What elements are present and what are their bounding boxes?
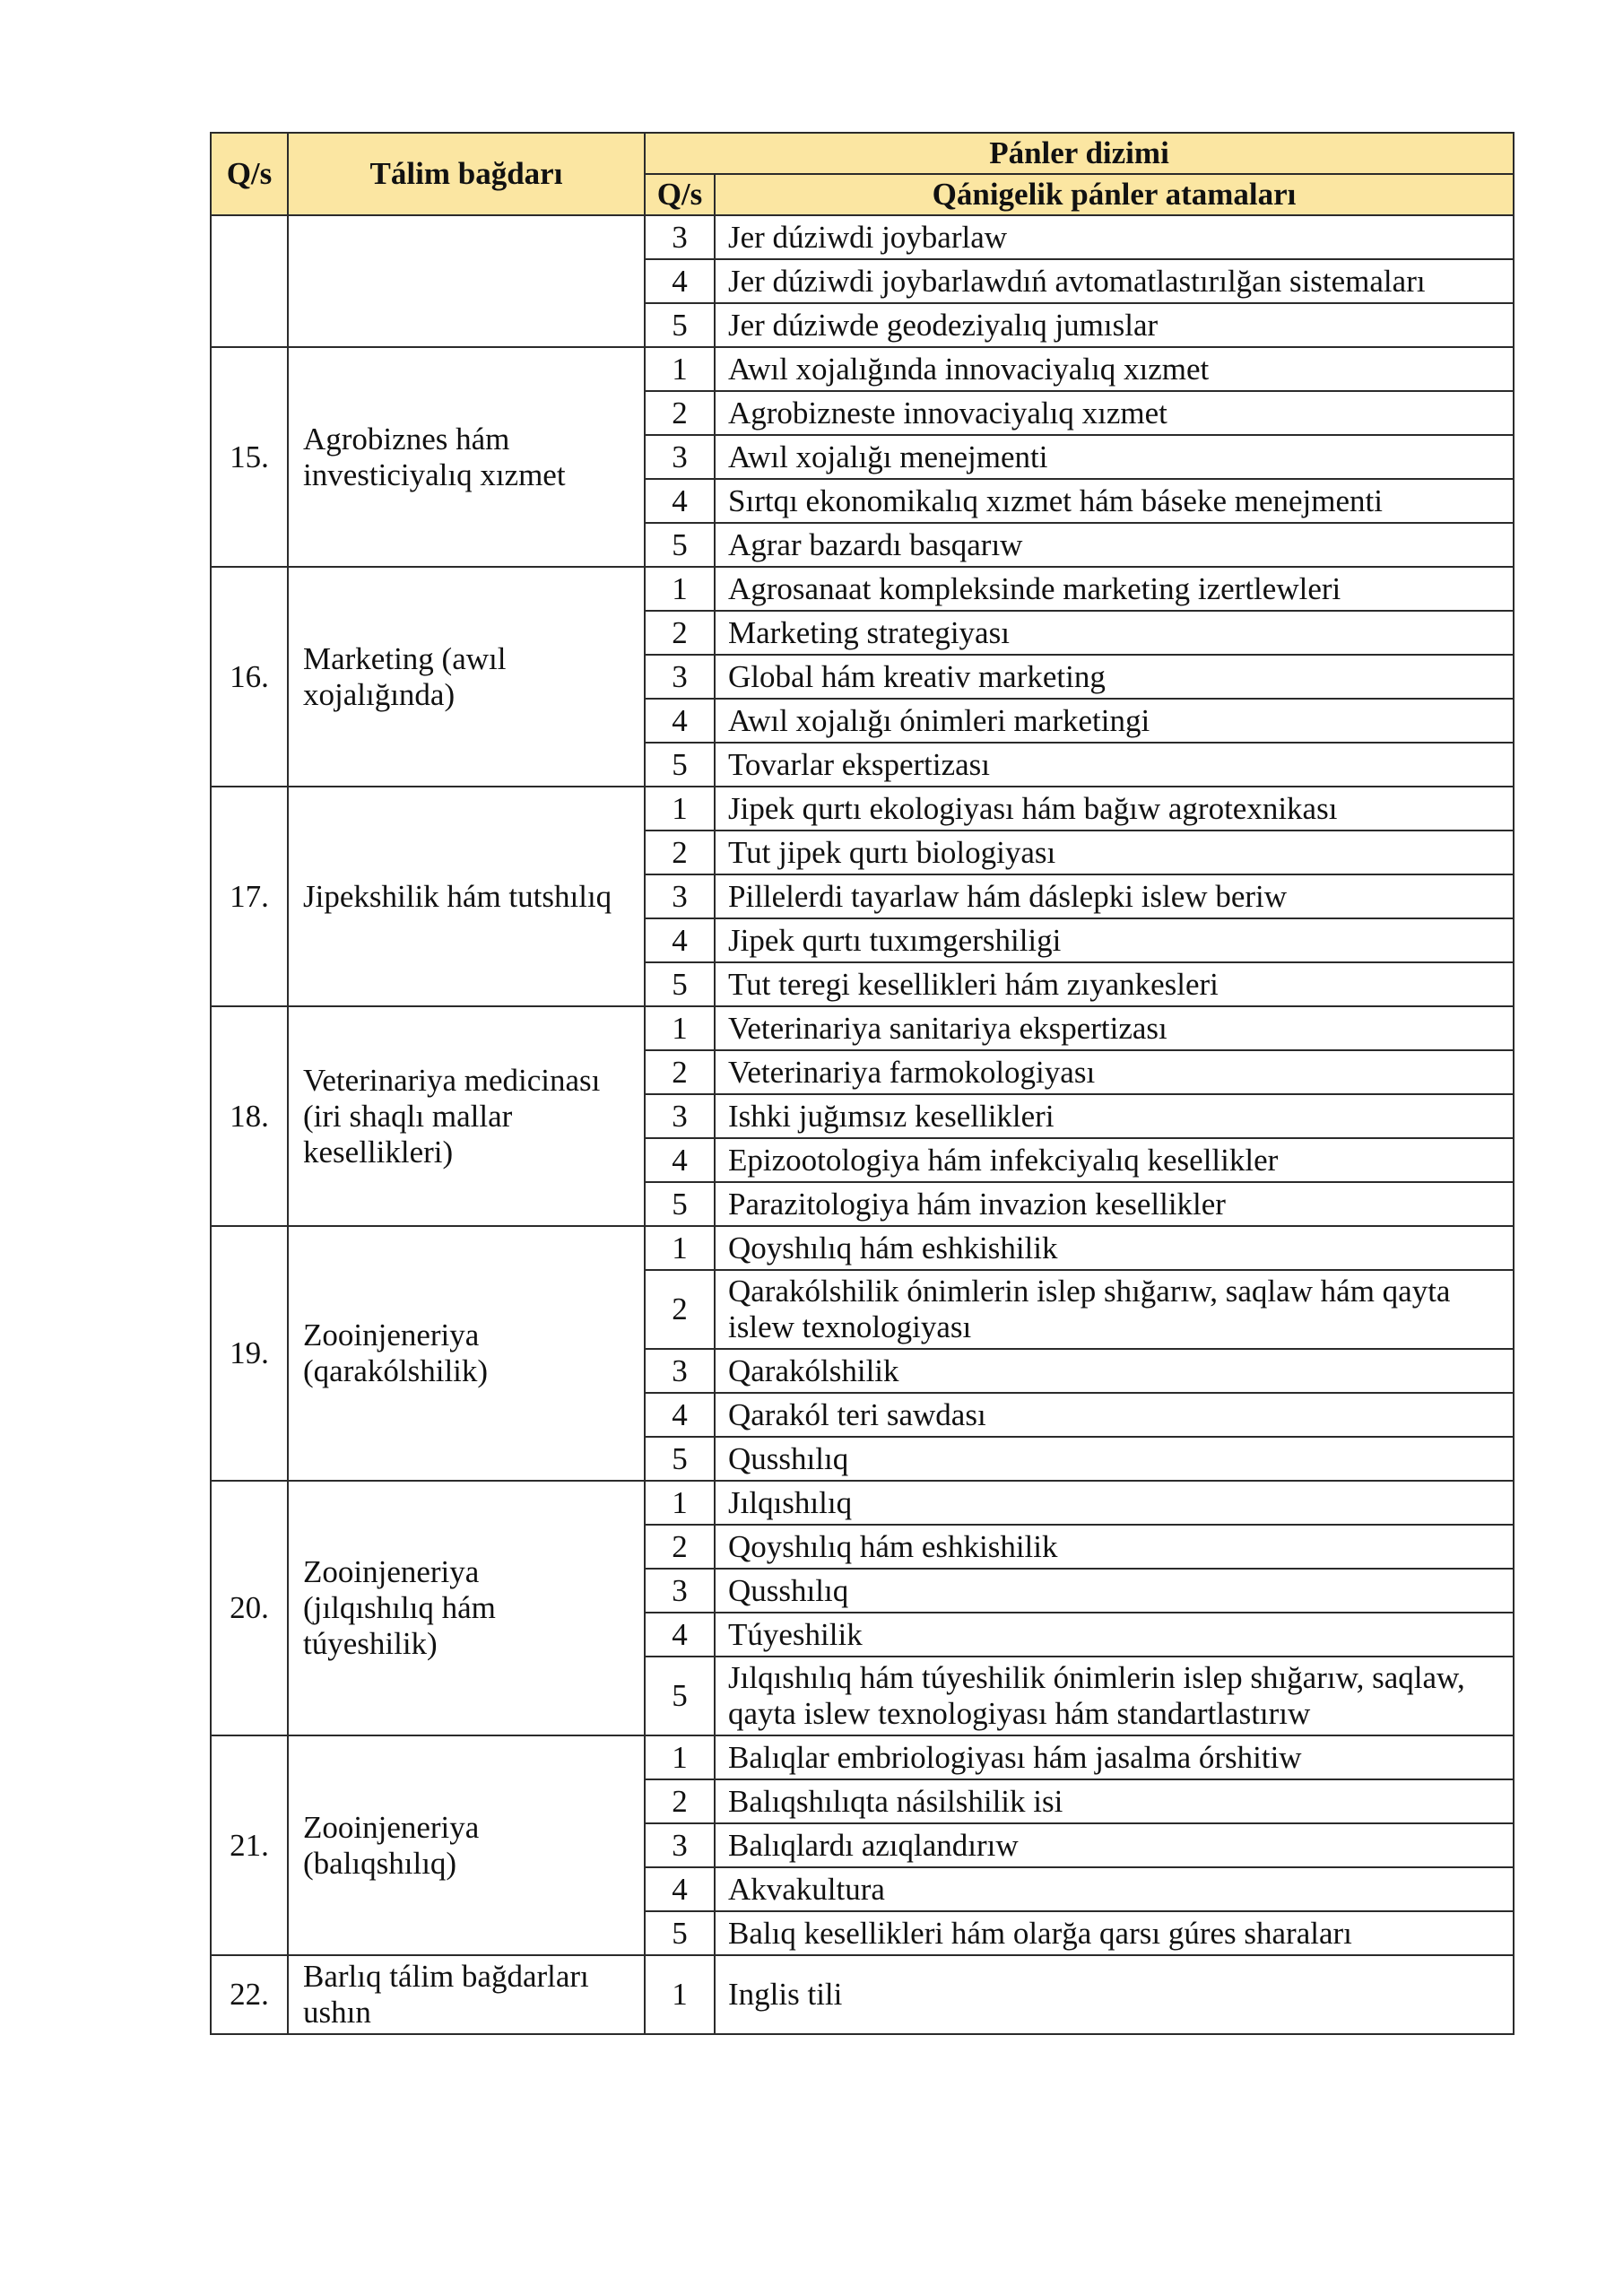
direction-number: 21.	[211, 1735, 288, 1955]
header-subject-names: Qánigelik pánler atamaları	[715, 174, 1514, 215]
subject-name: Jipek qurtı tuxımgershiligi	[715, 918, 1514, 962]
subject-name: Tut jipek qurtı biologiyası	[715, 831, 1514, 874]
table-row	[211, 215, 1514, 259]
direction-name-line: túyeshilik)	[303, 1626, 438, 1661]
direction-number: 20.	[211, 1481, 288, 1735]
subject-number: 5	[645, 1182, 715, 1226]
direction-number: 16.	[211, 567, 288, 787]
subject-name: Veterinariya sanitariya ekspertizası	[715, 1006, 1514, 1050]
table-row	[211, 787, 1514, 831]
table-row	[211, 1955, 1514, 2034]
subject-name: Inglis tili	[715, 1955, 1514, 2034]
direction-name-line: Zooinjeneriya	[303, 1318, 480, 1352]
direction-name	[288, 1735, 645, 1955]
header-subject-list: Pánler dizimi	[645, 133, 1514, 174]
subject-name: Túyeshilik	[715, 1613, 1514, 1657]
subject-name: Akvakultura	[715, 1867, 1514, 1911]
direction-name-line: (qarakólshilik)	[303, 1353, 489, 1388]
subject-number: 5	[645, 743, 715, 787]
subject-number: 4	[645, 1138, 715, 1182]
direction-name-line: Jipekshilik hám tutshılıq	[303, 878, 612, 914]
subject-name: Awıl xojalığında innovaciyalıq xızmet	[715, 347, 1514, 391]
subject-name: Qoyshılıq hám eshkishilik	[715, 1226, 1514, 1270]
header-sub-qs: Q/s	[645, 174, 715, 215]
table-row	[211, 1006, 1514, 1050]
subject-name: Tut teregi kesellikleri hám zıyankesleri	[715, 962, 1514, 1006]
subject-number: 1	[645, 787, 715, 831]
subject-number: 5	[645, 1657, 715, 1735]
subject-name: Tovarlar ekspertizası	[715, 743, 1514, 787]
direction-name-line: (balıqshılıq)	[303, 1845, 457, 1881]
subject-number: 4	[645, 918, 715, 962]
subject-number: 4	[645, 479, 715, 523]
subject-number: 2	[645, 1050, 715, 1094]
subject-name: Qoyshılıq hám eshkishilik	[715, 1525, 1514, 1569]
direction-name	[288, 1481, 645, 1735]
header-direction: Tálim bağdarı	[288, 133, 645, 215]
subject-name: Global hám kreativ marketing	[715, 655, 1514, 699]
direction-name-line: Zooinjeneriya	[303, 1554, 480, 1589]
direction-name	[288, 347, 645, 567]
direction-name	[288, 215, 645, 347]
subject-name: Ishki juğımsız kesellikleri	[715, 1094, 1514, 1138]
direction-name-line: (iri shaqlı mallar	[303, 1098, 513, 1134]
direction-number: 15.	[211, 347, 288, 567]
subject-number: 4	[645, 259, 715, 303]
subject-number: 1	[645, 1955, 715, 2034]
subject-number: 1	[645, 347, 715, 391]
subject-name: Marketing strategiyası	[715, 611, 1514, 655]
subject-name: Balıqlardı azıqlandırıw	[715, 1823, 1514, 1867]
table-row	[211, 1226, 1514, 1270]
direction-name-line: Veterinariya medicinası	[303, 1062, 601, 1098]
subject-name: Balıq kesellikleri hám olarğa qarsı gúres sharaları	[715, 1911, 1514, 1955]
table-row	[211, 567, 1514, 611]
direction-name-line: Marketing (awıl	[303, 640, 507, 676]
direction-number: 17.	[211, 787, 288, 1006]
subject-name: Balıqshılıqta násilshilik isi	[715, 1779, 1514, 1823]
subject-number: 3	[645, 435, 715, 479]
subject-name: Jer dúziwdi joybarlaw	[715, 215, 1514, 259]
subject-number: 2	[645, 1270, 715, 1349]
direction-name	[288, 1226, 645, 1481]
subject-number: 4	[645, 1613, 715, 1657]
direction-name-line: xojalığında)	[303, 676, 456, 712]
table-row	[211, 1735, 1514, 1779]
direction-number: 18.	[211, 1006, 288, 1226]
table-row	[211, 347, 1514, 391]
subject-number: 4	[645, 1867, 715, 1911]
direction-number	[211, 215, 288, 347]
subject-name: Qarakólshilik	[715, 1349, 1514, 1393]
subject-number: 3	[645, 1569, 715, 1613]
subject-name: Balıqlar embriologiyası hám jasalma órshitiw	[715, 1735, 1514, 1779]
subject-name: Agrar bazardı basqarıw	[715, 523, 1514, 567]
direction-name	[288, 1955, 645, 2034]
direction-name-line: Barlıq tálim bağdarları	[303, 1959, 589, 1994]
subject-name: Awıl xojalığı ónimleri marketingi	[715, 699, 1514, 743]
subject-number: 3	[645, 215, 715, 259]
subject-number: 2	[645, 391, 715, 435]
direction-name	[288, 567, 645, 787]
subject-name: Jılqıshılıq hám túyeshilik ónimlerin islep shığarıw, saqlaw, qayta islew texnologiyası hám standartlastırıw	[715, 1657, 1514, 1735]
subject-number: 3	[645, 1823, 715, 1867]
direction-name	[288, 1006, 645, 1226]
subject-number: 5	[645, 962, 715, 1006]
direction-name-line: ushın	[303, 1995, 371, 2030]
direction-name-line: Zooinjeneriya	[303, 1809, 480, 1845]
subject-name: Jılqıshılıq	[715, 1481, 1514, 1525]
subject-number: 4	[645, 699, 715, 743]
subject-number: 2	[645, 611, 715, 655]
subject-name: Qarakól teri sawdası	[715, 1393, 1514, 1437]
subject-number: 5	[645, 1437, 715, 1481]
subject-number: 1	[645, 1735, 715, 1779]
subjects-table	[210, 132, 1515, 2035]
subject-name: Qusshılıq	[715, 1437, 1514, 1481]
direction-name-line: investiciyalıq xızmet	[303, 457, 566, 492]
direction-name-line: kesellikleri)	[303, 1134, 454, 1170]
direction-name	[288, 787, 645, 1006]
subject-number: 3	[645, 1094, 715, 1138]
subject-name: Qarakólshilik ónimlerin islep shığarıw, saqlaw hám qayta islew texnologiyası	[715, 1270, 1514, 1349]
subject-name: Veterinariya farmokologiyası	[715, 1050, 1514, 1094]
subject-name: Pillelerdi tayarlaw hám dáslepki islew beriw	[715, 874, 1514, 918]
subject-number: 2	[645, 1525, 715, 1569]
table-body	[211, 215, 1514, 2034]
subject-number: 3	[645, 1349, 715, 1393]
table-row	[211, 1481, 1514, 1525]
subject-name: Jer dúziwde geodeziyalıq jumıslar	[715, 303, 1514, 347]
subject-number: 5	[645, 303, 715, 347]
subject-number: 4	[645, 1393, 715, 1437]
subject-name: Jipek qurtı ekologiyası hám bağıw agrotexnikası	[715, 787, 1514, 831]
subject-number: 2	[645, 831, 715, 874]
subject-number: 2	[645, 1779, 715, 1823]
subject-number: 5	[645, 1911, 715, 1955]
subject-name: Jer dúziwdi joybarlawdıń avtomatlastırılğan sistemaları	[715, 259, 1514, 303]
subject-number: 3	[645, 655, 715, 699]
subject-number: 3	[645, 874, 715, 918]
subject-name: Epizootologiya hám infekciyalıq kesellikler	[715, 1138, 1514, 1182]
subject-name: Qusshılıq	[715, 1569, 1514, 1613]
direction-name-line: Agrobiznes hám	[303, 421, 510, 457]
subject-number: 1	[645, 1226, 715, 1270]
subject-name: Agrosanaat kompleksinde marketing izertlewleri	[715, 567, 1514, 611]
direction-number: 22.	[211, 1955, 288, 2034]
subject-number: 1	[645, 1481, 715, 1525]
table-header	[211, 133, 1514, 215]
subject-name: Awıl xojalığı menejmenti	[715, 435, 1514, 479]
subject-number: 5	[645, 523, 715, 567]
subject-name: Agrobizneste innovaciyalıq xızmet	[715, 391, 1514, 435]
subject-name: Parazitologiya hám invazion kesellikler	[715, 1182, 1514, 1226]
direction-number: 19.	[211, 1226, 288, 1481]
header-qs: Q/s	[211, 133, 288, 215]
direction-name-line: (jılqıshılıq hám	[303, 1590, 496, 1625]
subject-number: 1	[645, 567, 715, 611]
subject-number: 1	[645, 1006, 715, 1050]
subject-name: Sırtqı ekonomikalıq xızmet hám báseke menejmenti	[715, 479, 1514, 523]
